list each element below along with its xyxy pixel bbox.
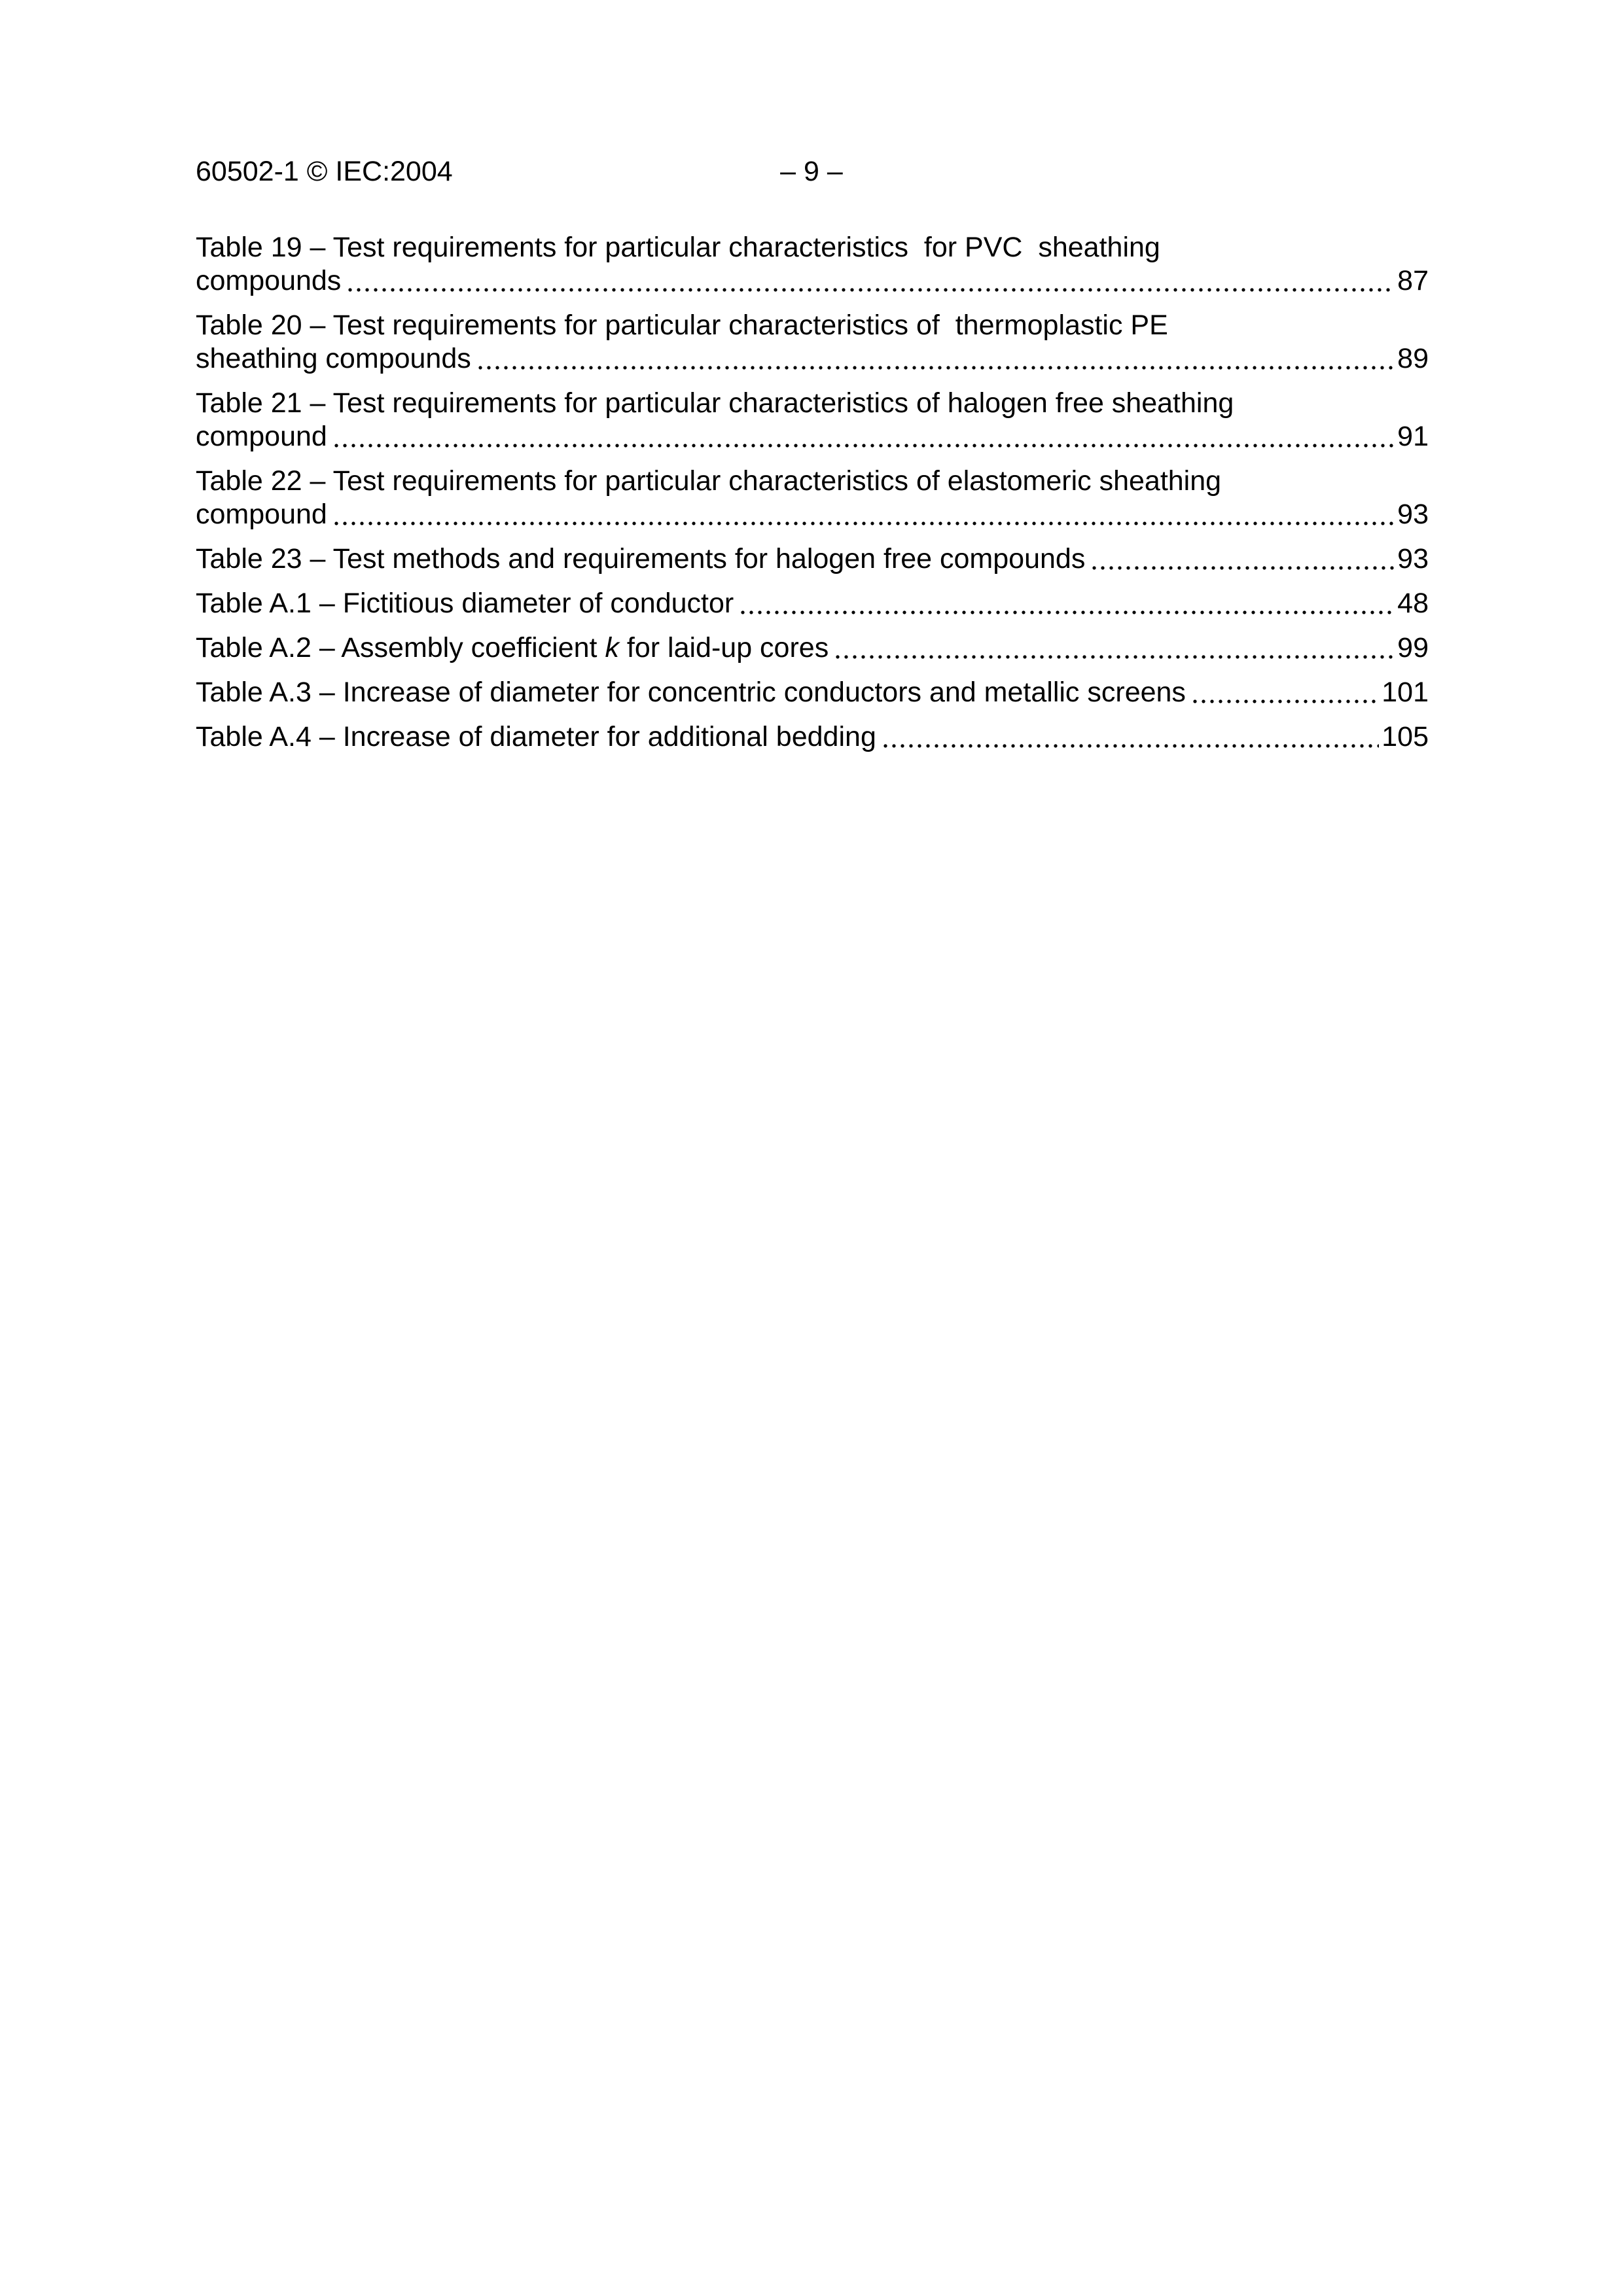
toc-entry-page-number: 87 [1397, 265, 1429, 296]
toc-entry-page-number: 93 [1397, 499, 1429, 530]
toc-entry-table-a4 [196, 720, 1429, 754]
toc-entry-line2 [196, 264, 1429, 298]
toc-entry-page-number: 48 [1397, 588, 1429, 619]
toc-entry-title-line1: Table 21 – Test requirements for particular characteristics of halogen free sheathing [196, 387, 1234, 419]
dot-leader [1092, 566, 1395, 570]
page-number: – 9 – [780, 156, 843, 187]
toc-entry-line2 [196, 676, 1429, 709]
toc-entry-title-pre: Table A.2 – Assembly coefficient [196, 632, 605, 663]
toc-entry-line2 [196, 720, 1429, 754]
toc-entry-line2 [196, 498, 1429, 531]
dot-leader [741, 610, 1395, 614]
toc-entry-title: Table A.4 – Increase of diameter for additional bedding [196, 721, 876, 752]
dot-leader [334, 521, 1395, 525]
toc-entry-title: compounds [196, 265, 342, 296]
dot-leader [836, 655, 1395, 659]
toc-entry-page-number: 101 [1382, 677, 1429, 708]
toc-entry-page-number: 105 [1382, 721, 1429, 752]
dot-leader [883, 744, 1379, 748]
toc-entry-title-line1: Table 19 – Test requirements for particular characteristics for PVC sheathing [196, 232, 1160, 263]
toc-entry-page-number: 91 [1397, 421, 1429, 452]
toc-entry-line2 [196, 542, 1429, 576]
toc-entry-table-22 [196, 465, 1429, 531]
dot-leader [348, 288, 1395, 292]
toc-entry-title-post: for laid-up cores [618, 632, 829, 663]
toc-table-list [196, 231, 1429, 754]
toc-entry-line2 [196, 420, 1429, 453]
toc-entry-page-number: 99 [1397, 632, 1429, 663]
toc-entry-table-23 [196, 542, 1429, 576]
toc-entry-table-19 [196, 231, 1429, 298]
toc-entry-page-number: 93 [1397, 543, 1429, 574]
toc-entry-title: sheathing compounds [196, 343, 471, 374]
toc-entry-title: Table 23 – Test methods and requirements for halogen free compounds [196, 543, 1086, 574]
toc-entry-line2 [196, 587, 1429, 620]
toc-entry-page-number: 89 [1397, 343, 1429, 374]
toc-entry-table-a2 [196, 631, 1429, 665]
toc-entry-table-21 [196, 387, 1429, 453]
toc-entry-title-italic: k [605, 632, 619, 663]
toc-entry-title: compound [196, 421, 327, 452]
toc-entry-title: Table A.1 – Fictitious diameter of conductor [196, 588, 734, 619]
toc-entry-title-line1: Table 20 – Test requirements for particular characteristics of thermoplastic PE [196, 309, 1168, 341]
toc-entry-title [196, 631, 829, 665]
toc-entry-title: compound [196, 499, 327, 530]
toc-entry-line2 [196, 631, 1429, 665]
toc-entry-title-line1: Table 22 – Test requirements for particular characteristics of elastomeric sheathing [196, 465, 1222, 497]
document-reference: 60502-1 © IEC:2004 [196, 156, 453, 187]
dot-leader [334, 444, 1395, 448]
toc-entry-table-a1 [196, 587, 1429, 620]
dot-leader [478, 366, 1395, 370]
toc-entry-table-20 [196, 309, 1429, 376]
toc-entry-line2 [196, 342, 1429, 376]
dot-leader [1193, 699, 1379, 703]
toc-entry-title: Table A.3 – Increase of diameter for concentric conductors and metallic screens [196, 677, 1186, 708]
toc-entry-table-a3 [196, 676, 1429, 709]
